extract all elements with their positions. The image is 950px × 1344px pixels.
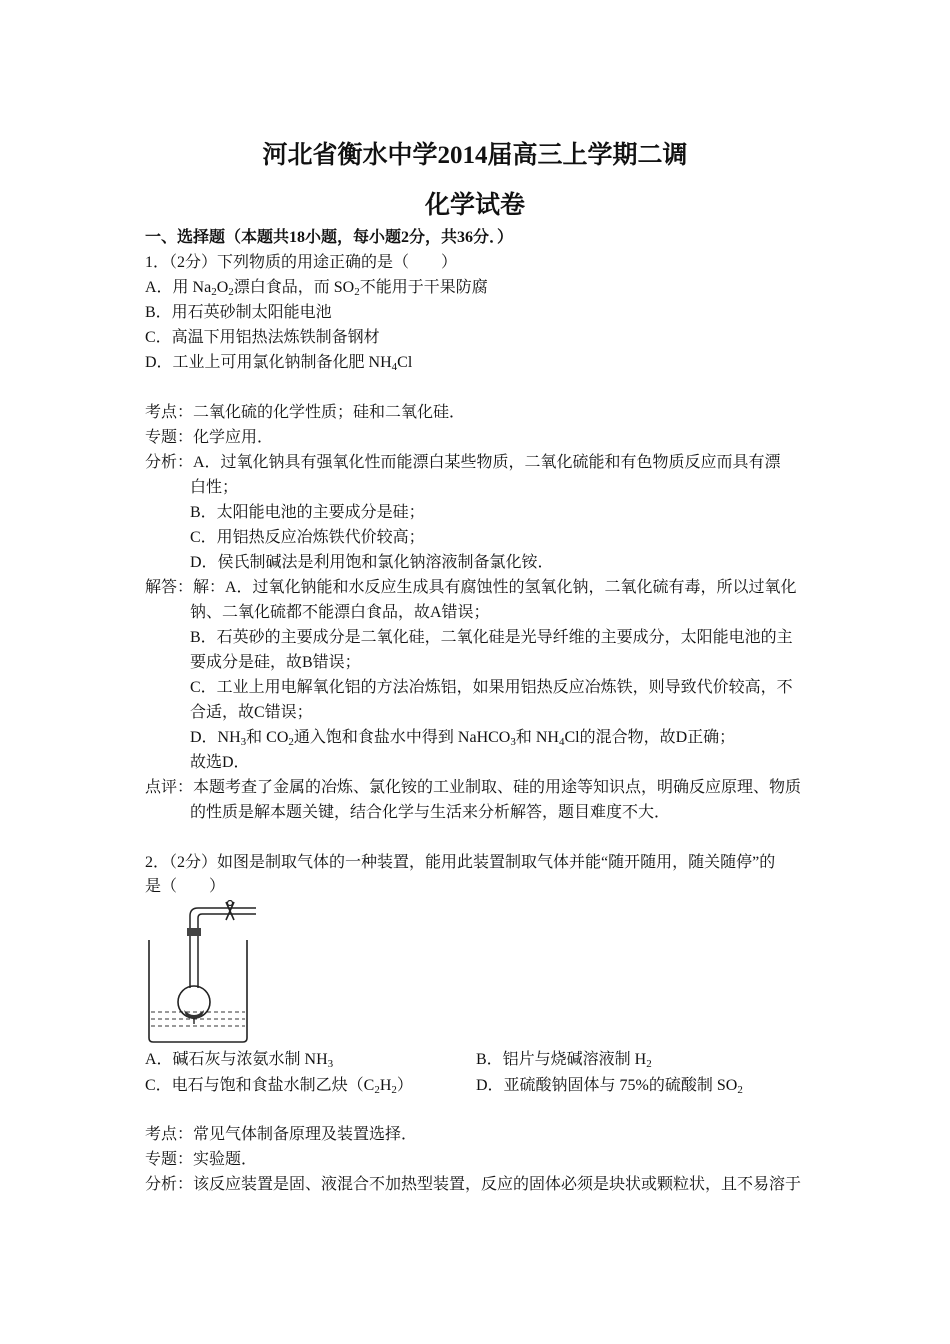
page-title: 河北省衡水中学2014届高三上学期二调 <box>262 142 688 169</box>
q1-fenxi-line4: C．用铝热反应冶炼铁代价较高； <box>190 529 425 546</box>
q2-stem-line1: 2．（2分）如图是制取气体的一种装置，能用此装置制取气体并能“随开随用，随关随停”的 <box>145 854 776 871</box>
q1-option-d: D．工业上可用氯化钠制备化肥 $NH_4Cl$ <box>145 354 413 373</box>
gas-generator-apparatus-figure <box>140 900 265 1050</box>
q1-jieda-line8: 故选D． <box>190 754 250 771</box>
q1-fenxi-line1: 分析：A．过氧化钠具有强氧化性而能漂白某些物质，二氧化硫能和有色物质反应而具有漂 <box>145 454 781 471</box>
q1-jieda-line2: 钠、二氧化硫都不能漂白食品，故A错误； <box>190 604 490 621</box>
q1-jieda-line4: 要成分是硅，故B错误； <box>190 654 361 671</box>
q2-fenxi-line1: 分析：该反应装置是固、液混合不加热型装置，反应的固体必须是块状或颗粒状，且不易溶于 <box>145 1176 802 1193</box>
q1-jieda-line3: B．石英砂的主要成分是二氧化硅，二氧化硅是光导纤维的主要成分，太阳能电池的主 <box>190 629 793 646</box>
q1-fenxi-line3: B．太阳能电池的主要成分是硅； <box>190 504 425 521</box>
q1-option-b: B．用石英砂制太阳能电池 <box>145 304 332 321</box>
q1-jieda-line7: D．$NH_3$和 $CO_2$通入饱和食盐水中得到 NaHCO$_3$和 $NH_4Cl$的混合物，故D正确； <box>190 729 736 748</box>
q1-jieda-line5: C．工业上用电解氧化铝的方法冶炼铝，如果用铝热反应冶炼铁，则导致代价较高，不 <box>190 679 793 696</box>
section-heading: 一、选择题（本题共18小题，每小题2分，共36分．） <box>145 229 514 246</box>
q1-dianping-line2: 的性质是解本题关键，结合化学与生活来分析解答，题目难度不大． <box>190 804 671 821</box>
q2-kaodian: 考点：常见气体制备原理及装置选择． <box>145 1126 418 1143</box>
q2-option-c: C．电石与饱和食盐水制乙炔$(C_2H_2)$ <box>145 1077 413 1096</box>
q1-stem: 1．（2分）下列物质的用途正确的是（ ） <box>145 254 458 271</box>
q1-jieda-line6: 合适，故C错误； <box>190 704 313 721</box>
page-subtitle: 化学试卷 <box>424 192 525 219</box>
q2-option-a: A．碱石灰与浓氨水制 $NH_3$ <box>145 1051 334 1070</box>
q1-option-c: C．高温下用铝热法炼铁制备钢材 <box>145 329 380 346</box>
q2-option-d: D．亚硫酸钠固体与 75%的硫酸制 $SO_2$ <box>476 1077 743 1096</box>
q1-fenxi-line5: D．侯氏制碱法是利用饱和氯化钠溶液制备氯化铵． <box>190 554 554 571</box>
apparatus-drawing <box>140 900 265 1050</box>
q1-zhuanti: 专题：化学应用． <box>145 429 274 446</box>
q1-option-a: A．用 $Na_2O_2$漂白食品，而 $SO_2$不能用于干果防腐 <box>145 279 488 298</box>
q1-jieda-line1: 解答：解：A．过氧化钠能和水反应生成具有腐蚀性的氢氧化钠，二氧化硫有毒，所以过氧化 <box>145 579 797 596</box>
q2-zhuanti: 专题：实验题． <box>145 1151 258 1168</box>
q2-option-b: B．铝片与烧碱溶液制 $H_2$ <box>476 1051 652 1070</box>
q1-kaodian: 考点：二氧化硫的化学性质；硅和二氧化硅． <box>145 404 466 421</box>
q1-dianping-line1: 点评：本题考查了金属的冶炼、氯化铵的工业制取、硅的用途等知识点，明确反应原理、物质 <box>145 779 802 796</box>
q2-stem-line2: 是（ ） <box>145 878 226 895</box>
q1-fenxi-line2: 白性； <box>190 479 239 496</box>
